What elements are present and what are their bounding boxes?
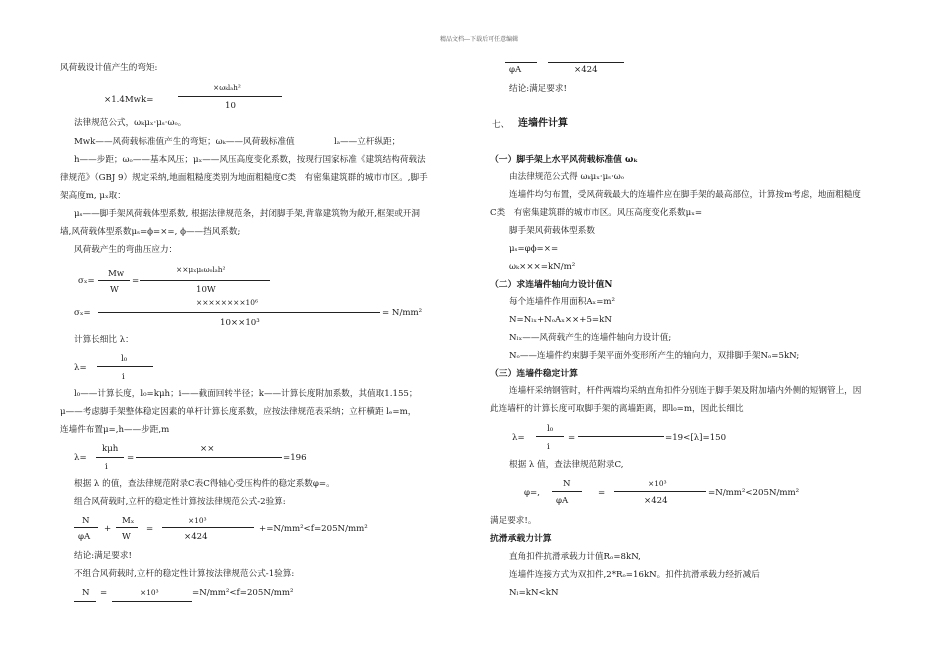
fraction-line [98, 312, 380, 313]
formula-numerator: ×× [200, 444, 215, 454]
text-line: ωₖ×××=kN/m² [509, 262, 576, 272]
formula-numerator: l₀ [547, 424, 554, 434]
formula-denominator: 10 [225, 101, 236, 111]
formula-denominator: W [122, 532, 131, 542]
text-line: 直角扣件抗滑承载力计值Rₒ=8kN, [509, 552, 641, 562]
formula-text: λ= [512, 433, 525, 443]
formula-text: σₓ= [74, 308, 91, 318]
fraction-line [96, 457, 124, 458]
formula-numerator: Mₓ [122, 516, 135, 526]
formula-denominator: i [105, 462, 108, 472]
text-line: 此连墙杆的计算长度可取脚手架的离墙距离，即l₀=m，因此长细比 [490, 404, 744, 414]
text-line: 计算长细比 λ： [74, 335, 134, 345]
formula-denominator: φA [78, 532, 91, 542]
text-line: 满足要求!。 [490, 516, 537, 526]
text-line: 每个连墙件作用面积Aₓ=m² [509, 297, 615, 307]
fraction-line [178, 96, 282, 97]
text-line: 架高度m, μₓ取： [60, 191, 126, 201]
fraction-line [112, 601, 192, 602]
fraction-line [505, 62, 537, 63]
formula-text: = [127, 453, 135, 463]
text-line: μₛ——脚手架风荷载体型系数, 根据法律规范条，封闭脚手架,背靠建筑物为敞开,框架或开洞 [74, 209, 420, 219]
fraction-line [97, 366, 153, 367]
formula-text: = N/mm² [382, 308, 423, 318]
text-line: 风荷载设计值产生的弯矩: [60, 63, 158, 73]
formula-text: +=N/mm²<f=205N/mm² [259, 524, 368, 534]
text-line: 法律规范公式，ωₖμₓ·μₛ·ωₒ。 [74, 118, 187, 128]
fraction-line [74, 527, 98, 528]
text-line: 连墙件连接方式为双扣件,2*Rₒ=16kN。扣件抗滑承载力经折减后 [509, 570, 760, 580]
section-number: 七、 [492, 120, 510, 130]
formula-denominator: 10W [196, 285, 216, 295]
formula-numerator: ×10³ [188, 516, 207, 525]
text-line: l₀——计算长度，l₀=kμh；i——截面回转半径；k——计算长度附加系数，其值取1.155； [74, 389, 418, 399]
formula-numerator: ×10³ [140, 588, 159, 597]
formula-text: = [146, 524, 154, 534]
formula-text: =N/mm²<205N/mm² [708, 488, 800, 498]
fraction-line [98, 280, 130, 281]
formula-text: =19<[λ]=150 [665, 433, 727, 443]
formula-denominator: ×424 [644, 496, 668, 506]
formula-denominator: φA [556, 496, 569, 506]
fraction-line [578, 436, 664, 437]
text-line: 墙,风荷载体型系数μₛ=ϕ=×=, ϕ——挡风系数; [60, 227, 241, 237]
text-line: Nₒ——连墙件约束脚手架平面外变形所产生的轴向力，双排脚手架Nₒ=5kN; [509, 351, 800, 361]
fraction-line [614, 491, 706, 492]
formula-text: σₓ= [78, 276, 95, 286]
formula-numerator: ××μₓμₛωₒlₐh² [176, 265, 226, 274]
fraction-line [552, 491, 582, 492]
text-line: 结论:满足要求! [74, 551, 132, 561]
fraction-line [536, 436, 564, 437]
page-header: 精品文档---下载后可任意编辑 [440, 36, 519, 43]
text-line: 连墙件均匀布置，受风荷载最大的连墙件应在脚手架的最高部位，计算按m考虑，地面粗糙度 [509, 190, 861, 200]
formula-text: =N/mm²<f=205N/mm² [192, 588, 294, 598]
formula-text: ×1.4Mwk= [104, 95, 154, 105]
fraction-line [116, 527, 138, 528]
formula-numerator: N [82, 588, 90, 598]
formula-denominator: ×424 [184, 532, 208, 542]
text-line: 不组合风荷载时,立杆的稳定性计算按法律规范公式-1验算: [74, 569, 295, 579]
formula-text: = [568, 433, 576, 443]
text-line: 风荷载产生的弯曲压应力： [74, 245, 178, 255]
text-line: 连墙件布置μ=,h——步距,m [60, 425, 170, 435]
text-line: Nₗₓ——风荷载产生的连墙件轴向力设计值; [509, 333, 672, 343]
text-line: 律规范》（GBJ 9）规定采纳,地面粗糙度类别为地面粗糙度C类 有密集建筑群的城市市区。,脚手 [60, 173, 428, 183]
text-line: Nₗ=kN<kN [509, 588, 559, 598]
text-line: 结论:满足要求! [509, 84, 567, 94]
text-line: μ——考虑脚手架整体稳定因素的单杆计算长度系数，应按法律规范表采纳；立杆横距 lₑ=m， [60, 407, 417, 417]
subsection-title: （二）求连墙件轴向力设计值N [490, 280, 613, 290]
formula-denominator: i [547, 442, 550, 452]
formula-numerator: ×ωₖlₐh² [213, 83, 241, 92]
formula-text: λ= [74, 363, 87, 373]
formula-text: + [104, 524, 112, 534]
fraction-line [136, 457, 282, 458]
fraction-line [74, 601, 96, 602]
formula-text: = [100, 588, 108, 598]
text-line: N=Nₗₓ+NₒAₓ××+5=kN [509, 315, 612, 325]
formula-denominator: 10××10³ [220, 318, 260, 328]
fraction-line [140, 280, 270, 281]
text-line: 由法律规范公式得 ωₖμₓ·μₛ·ωₒ [509, 172, 625, 182]
subsection-title: 抗滑承载力计算 [490, 534, 552, 544]
formula-numerator: N [82, 516, 90, 526]
text-line: C类 有密集建筑群的城市市区。风压高度变化系数μₓ= [490, 208, 703, 218]
subsection-title: （三）连墙件稳定计算 [490, 369, 578, 379]
formula-numerator: N [563, 479, 571, 489]
formula-denominator: W [110, 285, 119, 295]
formula-text: =196 [283, 453, 307, 463]
section-title: 连墙件计算 [518, 118, 568, 129]
formula-numerator: ×10³ [648, 479, 667, 488]
formula-numerator: kμh [102, 444, 119, 454]
text-line: 组合风荷载时,立杆的稳定性计算按法律规范公式-2验算: [74, 497, 286, 507]
formula-denominator: ×424 [574, 65, 598, 75]
text-line: 根据 λ 的值，查法律规范附录C表C得轴心受压构件的稳定系数φ=。 [74, 479, 335, 489]
formula-text: φ=, [524, 488, 540, 498]
text-line: μₛ=φϕ=×= [509, 244, 559, 254]
text-line: 脚手架风荷载体型系数 [509, 226, 595, 236]
text-line: 根据 λ 值，查法律规范附录C, [509, 460, 624, 470]
formula-text: = [132, 276, 140, 286]
subsection-title: （一）脚手架上水平风荷载标准值 ωₖ [490, 155, 638, 165]
formula-text: λ= [74, 453, 87, 463]
text-line: 连墙杆采纳钢管时，杆件两端均采纳直角扣件分别连于脚手架及附加墙内外侧的短钢管上，因 [509, 386, 862, 396]
formula-numerator: ××××××××10⁶ [196, 298, 258, 307]
fraction-line [162, 527, 254, 528]
formula-text: = [598, 488, 606, 498]
formula-numerator: Mw [108, 269, 125, 279]
formula-denominator: i [122, 372, 125, 382]
text-line: h——步距；ωₒ——基本风压；μₓ——风压高度变化系数，按现行国家标准《建筑结构荷载法 [74, 155, 426, 165]
formula-numerator: l₀ [121, 354, 128, 364]
text-line: lₐ——立杆纵距； [334, 137, 401, 147]
text-line: Mwk——风荷载标准值产生的弯矩；ωₖ——风荷载标准值 [74, 137, 295, 147]
fraction-line [548, 62, 624, 63]
formula-denominator: φA [509, 65, 522, 75]
